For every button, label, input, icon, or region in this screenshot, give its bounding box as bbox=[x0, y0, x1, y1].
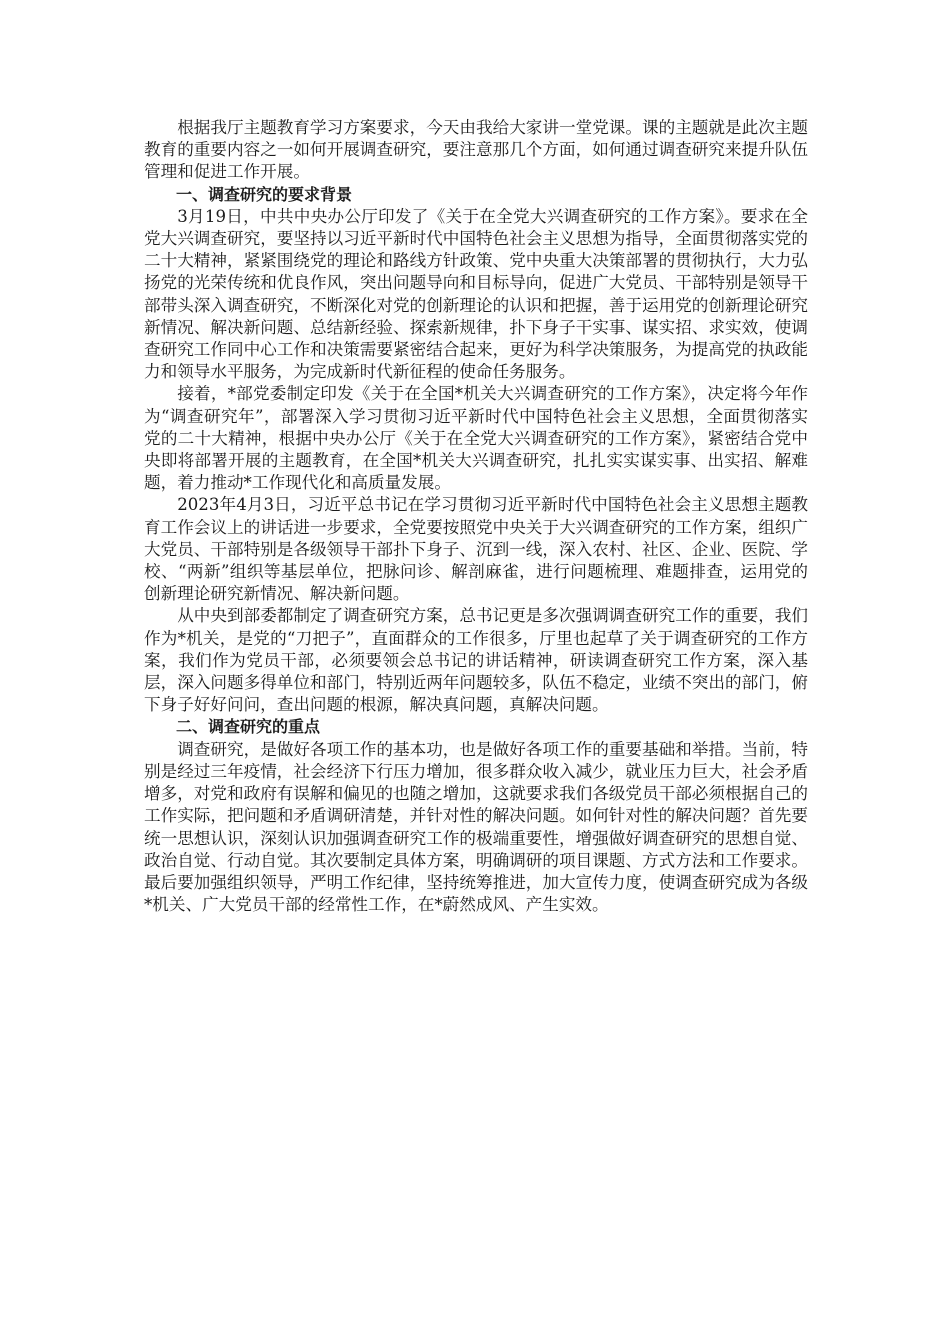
intro-paragraph: 根据我厅主题教育学习方案要求，今天由我给大家讲一堂党课。课的主题就是此次主题教育的重要内容之一如何开展调查研究，要注意那几个方面，如何通过调查研究来提升队伍管理和促进工作开展。 bbox=[144, 118, 808, 182]
section-2-heading: 二、调查研究的重点 bbox=[176, 717, 321, 737]
section-1-heading: 一、调查研究的要求背景 bbox=[176, 184, 353, 204]
section-1-paragraph-4: 从中央到部委都制定了调查研究方案，总书记更是多次强调调查研究工作的重要，我们作为*机关，是党的“刀把子”，直面群众的工作很多，厅里也起草了关于调查研究的工作方案，我们作为党员干部，必须要领会总书记的讲话精神，研读调查研究工作方案，深入基层，深入问题多得单位和部门，特别近两年问题较多，队伍不稳定，业绩不突出的部门，俯下身子好好问问，查出问题的根源，解决真问题，真解决问题。 bbox=[144, 606, 808, 715]
section-1-paragraph-2: 接着，*部党委制定印发《关于在全国*机关大兴调查研究的工作方案》，决定将今年作为“调查研究年”，部署深入学习贯彻习近平新时代中国特色社会主义思想，全面贯彻落实党的二十大精神，根据中央办公厅《关于在全党大兴调查研究的工作方案》，紧密结合党中央即将部署开展的主题教育，在全国*机关大兴调查研究，扎扎实实谋实事、出实招、解难题，着力推动*工作现代化和高质量发展。 bbox=[144, 384, 808, 493]
document-body bbox=[144, 117, 808, 916]
section-2-paragraph-1: 调查研究，是做好各项工作的基本功，也是做好各项工作的重要基础和举措。当前，特别是经过三年疫情，社会经济下行压力增加，很多群众收入减少，就业压力巨大，社会矛盾增多，对党和政府有误解和偏见的也随之增加，这就要求我们各级党员干部必须根据自己的工作实际，把问题和矛盾调研清楚，并针对性的解决问题。如何针对性的解决问题？首先要统一思想认识，深刻认识加强调查研究工作的极端重要性，增强做好调查研究的思想自觉、政治自觉、行动自觉。其次要制定具体方案，明确调研的项目课题、方式方法和工作要求。最后要加强组织领导，严明工作纪律，坚持统筹推进，加大宣传力度，使调查研究成为各级*机关、广大党员干部的经常性工作，在*蔚然成风、产生实效。 bbox=[144, 739, 808, 915]
section-1-paragraph-1: 3月19日，中共中央办公厅印发了《关于在全党大兴调查研究的工作方案》。要求在全党大兴调查研究，要坚持以习近平新时代中国特色社会主义思想为指导，全面贯彻落实党的二十大精神，紧紧围绕党的理论和路线方针政策、党中央重大决策部署的贯彻执行，大力弘扬党的光荣传统和优良作风，突出问题导向和目标导向，促进广大党员、干部特别是领导干部带头深入调查研究，不断深化对党的创新理论的认识和把握，善于运用党的创新理论研究新情况、解决新问题、总结新经验、探索新规律，扑下身子干实事、谋实招、求实效，使调查研究工作同中心工作和决策需要紧密结合起来，更好为科学决策服务，为提高党的执政能力和领导水平服务，为完成新时代新征程的使命任务服务。 bbox=[144, 206, 808, 382]
section-1-paragraph-3: 2023年4月3日，习近平总书记在学习贯彻习近平新时代中国特色社会主义思想主题教育工作会议上的讲话进一步要求，全党要按照党中央关于大兴调查研究的工作方案，组织广大党员、干部特别是各级领导干部扑下身子、沉到一线，深入农村、社区、企业、医院、学校、“两新”组织等基层单位，把脉问诊、解剖麻雀，进行问题梳理、难题排查，运用党的创新理论研究新情况、解决新问题。 bbox=[144, 495, 808, 604]
